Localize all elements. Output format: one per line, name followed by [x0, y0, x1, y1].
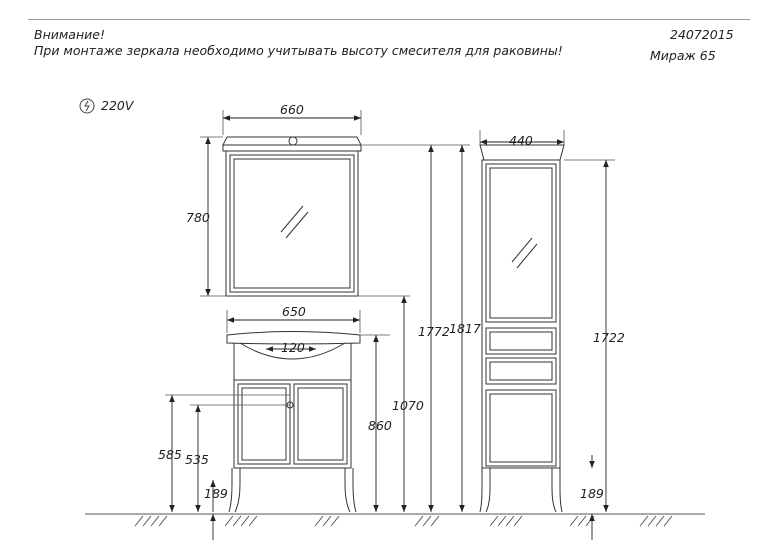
dimension-lines: [172, 118, 606, 540]
floor-line: [85, 514, 705, 526]
mirror-height-label: 780: [186, 210, 210, 225]
vanity-leg-height-label: 189: [204, 486, 228, 501]
tall-cabinet: [480, 145, 564, 512]
mirror-top-height-label: 1772: [418, 324, 450, 339]
mirror-width-label: 660: [280, 102, 304, 117]
power-socket-icon: [80, 99, 94, 113]
vanity-top-height-label: 860: [368, 418, 392, 433]
mixer-offset-label: 120: [281, 340, 305, 355]
mirror-shelf-height-label: 1070: [392, 398, 424, 413]
drain-low-height-label: 535: [185, 452, 209, 467]
model-name: Мираж 65: [650, 48, 716, 63]
drain-height-label: 585: [158, 447, 182, 462]
cabinet-body-height-label: 1722: [593, 330, 625, 345]
mirror: [223, 137, 361, 296]
warning-text: При монтаже зеркала необходимо учитывать высоту смесителя для раковины!: [34, 43, 563, 58]
extension-lines: [165, 110, 615, 405]
vanity-unit: [227, 332, 360, 513]
power-label: 220V: [101, 98, 134, 113]
cabinet-leg-height-label: 189: [580, 486, 604, 501]
document-code: 24072015: [670, 27, 734, 42]
vanity-width-label: 650: [282, 304, 306, 319]
cabinet-depth-label: 440: [509, 133, 533, 148]
warning-title: Внимание!: [34, 27, 105, 42]
cabinet-total-height-label: 1817: [449, 321, 481, 336]
